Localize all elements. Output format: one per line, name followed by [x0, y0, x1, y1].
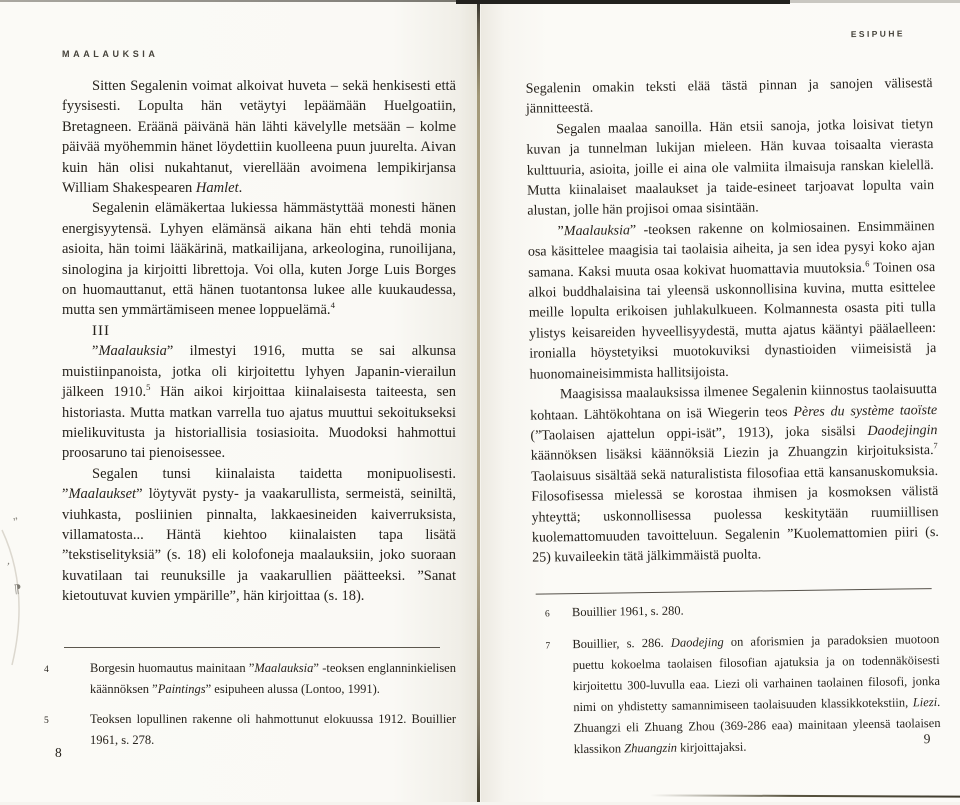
footnote-marker: 7	[545, 641, 551, 652]
footnote-text: Borgesin huomautus mainitaan ”Maalauksia” -teoksen englanninkielisen käännöksen ”Paintings” esipuheen alussa (Lontoo, 1991).	[90, 661, 456, 696]
paragraph: Maagisissa maalauksissa ilmenee Segalenin kiinnostus taolaisuutta kohtaan. Lähtökohtana on isä Wiegerin teos Pères du système taoïste (”Taolaisen ajattelun oppi-isät”, 1913), joka sisälsi Daodejingin käännöksen lisäksi käännöksiä Liezin ja Zhuangzin kirjoituksista.$^7$ Taolaisuus sisältää sekä naturalistista filosofiaa että kansanuskomuksia. Filosofisessa mielessä se korostaa ihmisen ja kosmoksen välistä yhteyttä; uskonnollisessa puolessa keskitytään ruumiillisen kuolemattomuuden tavoitteluun. Segalenin ”Kuolemattomien piiri (s. 25) kuvaileekin tätä jälkimmäistä puolta.	[530, 382, 939, 566]
footnote	[545, 597, 939, 625]
margin-pencil-mark: ⁋	[13, 581, 23, 597]
right-running-header: ESIPUHE	[850, 28, 905, 40]
footnote	[44, 658, 456, 700]
paragraph: ”Maalauksia” -teoksen rakenne on kolmiosainen. Ensimmäinen osa käsittelee maagisia tai taolaisia aiheita, ja sen idea pysyi koko ajan samana. Kaksi muuta osaa kokivat huomattavia muutoksia.$^6$ Toinen osa alkoi buddhalaisina tai yleensä uskonnollisina kuvina, mutta esittelee meille lopulta erikoisen juhlakulkueen. Kolmannesta osasta piti tulla ylistys keisareiden hyveellisyydestä, mutta ajatus kääntyi päälaelleen: ironialla höystetyiksi muotokuviksi dynastioiden viimeisistä ja huonomaineisimmista hallitsijoista.	[527, 218, 937, 383]
right-body-text	[526, 74, 940, 569]
footnote-text: Bouillier 1961, s. 280.	[571, 603, 684, 620]
left-page	[0, 0, 479, 802]
page-number-left: 8	[55, 745, 62, 760]
right-page-skew-wrapper	[475, 0, 960, 805]
paragraph: Segalen tunsi kiinalaista taidetta monipuolisesti. ”Maalaukset” löytyvät pysty- ja vaakarullista, sermeistä, seiniltä, viuhkasta, posliinien pinnalta, lakkaesineiden kaiverruksista, villamatosta... Häntä kiehtoo kiinalaisten tapa lisätä ”tekstiselityksiä” (s. 18) eli kolofoneja maalauksiin, joko suoraan kuvatilaan tai reunuksille ja vaakarullien päätteeksi. ”Sanat kietoutuvat kuvien ympärille”, hän kirjoittaa (s. 18).	[62, 465, 456, 605]
section-heading: III	[92, 322, 110, 339]
paragraph: Segalen maalaa sanoilla. Hän etsii sanoja, jotka loisivat tietyn kuvan ja tunnelman lukijan mieleen. Hän kuvaa toisaalta vierasta kulttuuria, asioita, joille ei aina ole valmiita ilmaisuja ranskan kielellä. Mutta kiinalaiset maalaukset ja taide-esineet tarjoavat lopulta vain alustan, jolle hän projisoi omaa sisintään.	[526, 116, 935, 220]
footnote-marker: 4	[44, 665, 49, 675]
margin-pencil-mark: „	[10, 509, 19, 523]
right-footnotes	[545, 597, 941, 760]
footnote-separator	[536, 588, 932, 595]
left-footnotes	[44, 658, 456, 751]
paragraph: Sitten Segalenin voimat alkoivat huveta – sekä henkisesti että fyysisesti. Lopulta hän vetäytyi lepäämään Huelgoatiin, Bretagneen. Eräänä päivänä hän lähti kävelylle metsään – kolme päivää myöhemmin hänet löydettiin kuolleena puun juurelta. Aivan kuin hän olisi nukahtanut, vierellään avoimena lempikirjansa William Shakespearen Hamlet.	[62, 78, 456, 197]
book-spine-shadow	[477, 0, 480, 802]
page-number-right: 9	[923, 731, 931, 747]
paragraph: Segalenin omakin teksti elää tästä pinnan ja sanojen välisestä jännitteestä.	[525, 76, 933, 118]
left-body-text	[62, 76, 456, 607]
paragraph: ”Maalauksia” ilmestyi 1916, mutta se sai alkunsa muistiinpanoista, jotka oli kirjoitettu lyhyen Japanin-vierailun jälkeen 1910.$^5$ Hän aikoi kirjoittaa kiinalaisesta taiteesta, sen historiasta. Mutta matkan varrella tuo ajatus muuttui sekoitukseksi mielikuvitusta ja historiallisia tosiasioita. Muodoksi hahmottui proosaruno tai pienoisessee.	[62, 343, 456, 462]
footnote-separator	[64, 647, 440, 648]
scan-edge-top-right	[790, 0, 960, 3]
scan-edge-top-center	[456, 0, 790, 4]
footnote-marker: 5	[44, 716, 49, 726]
scan-edge-top-left	[0, 0, 458, 2]
footnote-text: Bouillier, s. 286. Daodejing on aforismien ja paradoksien muotoon puettu kokoelma taolaisen filosofian ajatuksia ja on todennäköisesti kirjoitettu 300-luvulla eaa. Liezi oli varhainen taolainen filosofi, jonka nimi on yhdistetty samannimiseen taolaisuuden klassikkotekstiin, Liezi. Zhuangzi eli Zhuang Zhou (369-286 eaa) mainitaan yleensä taolaisen klassikon Zhuangzin kirjoittajaksi.	[572, 631, 941, 757]
paragraph: Segalenin elämäkertaa lukiessa hämmästyttää monesti hänen energisyytensä. Lyhyen elämänsä aikana hän ehti tehdä monia asioita, hän toimi lääkärinä, matkailijana, arkeologina, runoilijana, sinologina ja kirjoitti librettoja. Voi olla, kuten Jorge Luis Borges on huomauttanut, että hänen tuotantonsa lukee alle kuukaudessa, mutta sen ymmärtämiseen menee loppuelämä.$^4$	[62, 200, 456, 319]
margin-pencil-mark: ’	[4, 560, 11, 574]
footnote	[44, 709, 456, 751]
left-running-header: MAALAUKSIA	[62, 49, 159, 59]
footnote	[545, 629, 941, 760]
right-page	[481, 0, 960, 802]
footnote-marker: 6	[544, 609, 550, 620]
footnote-text: Teoksen lopullinen rakenne oli hahmottunut elokuussa 1912. Bouillier 1961, s. 278.	[90, 712, 456, 747]
